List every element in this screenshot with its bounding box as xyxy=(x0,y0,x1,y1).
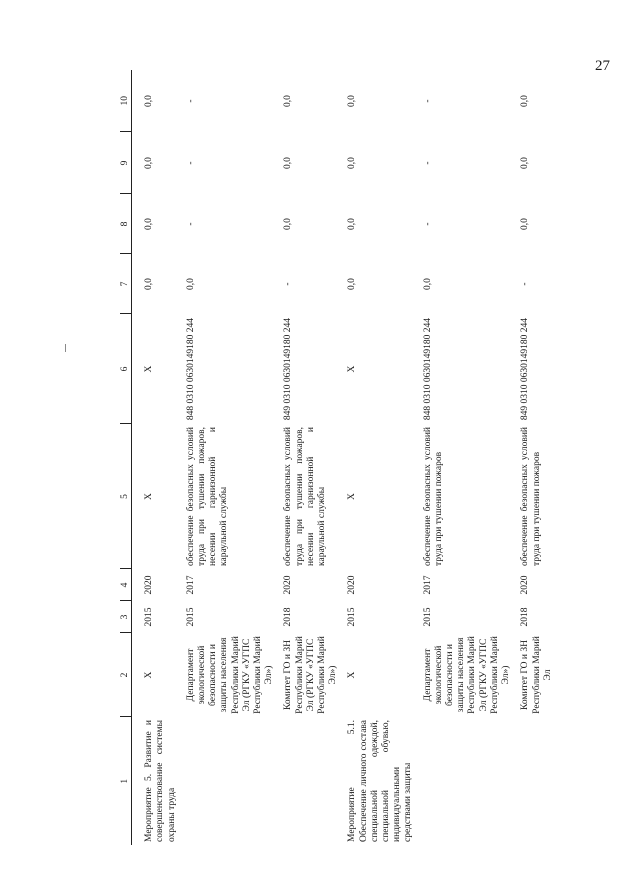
value-col-9: - xyxy=(422,161,433,165)
budget-code: 849 0310 0630149180 244 xyxy=(520,317,531,421)
end-year: 2020 xyxy=(144,575,155,595)
scan-mark xyxy=(65,344,66,352)
value-col-9: 0,0 xyxy=(144,157,155,169)
spacer-row xyxy=(132,70,141,845)
col-header-8: 8 xyxy=(120,194,132,254)
value-col-9: 0,0 xyxy=(283,157,294,169)
executor: Департамент экологической безопасности и защиты населения Республики Марий Эл (РГКУ «УГПС Республики Марий Эл») xyxy=(422,636,512,714)
executor: X xyxy=(347,671,358,679)
value-col-8: - xyxy=(422,222,433,226)
value-col-10: - xyxy=(185,99,196,103)
value-col-8: 0,0 xyxy=(347,218,358,230)
measure-name xyxy=(182,717,280,845)
value-col-10: - xyxy=(422,99,433,103)
measure-name: Мероприятие 5.1. Обеспечение личного состава специальной одеждой, специальной обувью, индивидуальными средствами защиты xyxy=(347,720,414,842)
table-row xyxy=(279,70,343,845)
measure-name xyxy=(516,717,558,845)
value-col-7: 0,0 xyxy=(422,278,433,290)
end-year: 2017 xyxy=(422,575,433,595)
start-year: 2018 xyxy=(283,607,294,627)
end-year: 2020 xyxy=(520,575,531,595)
executor: X xyxy=(144,671,155,679)
program-table-rotated xyxy=(120,70,640,845)
value-col-10: 0,0 xyxy=(283,95,294,107)
value-col-9: 0,0 xyxy=(520,157,531,169)
start-year: 2015 xyxy=(347,607,358,627)
table-row xyxy=(516,70,558,845)
budget-code: X xyxy=(144,365,155,373)
value-col-10: 0,0 xyxy=(347,95,358,107)
col-header-4: 4 xyxy=(120,569,132,601)
program-table xyxy=(120,70,558,845)
expected-result: обеспечение безопасных условий труда при тушении пожаров, несении гарнизонной и караульной службы xyxy=(185,427,230,566)
value-col-9: - xyxy=(185,161,196,165)
start-year: 2015 xyxy=(422,607,433,627)
page-number: 27 xyxy=(595,58,610,74)
col-header-3: 3 xyxy=(120,601,132,633)
col-header-7: 7 xyxy=(120,254,132,314)
value-col-7: 0,0 xyxy=(185,278,196,290)
expected-result: обеспечение безопасных условий труда при тушении пожаров, несении гарнизонной и караульной службы xyxy=(283,427,328,566)
table-row xyxy=(182,70,280,845)
measure-name: Мероприятие 5. Развитие и совершенствование системы охраны труда xyxy=(144,720,177,842)
col-header-2: 2 xyxy=(120,633,132,717)
budget-code: 848 0310 0630149180 244 xyxy=(422,317,433,421)
header-row xyxy=(120,70,132,845)
budget-code: 849 0310 0630149180 244 xyxy=(283,317,294,421)
expected-result: обеспечение безопасных условий труда при тушении пожаров xyxy=(520,427,542,566)
budget-code: X xyxy=(347,365,358,373)
expected-result: обеспечение безопасных условий труда при тушении пожаров xyxy=(422,427,444,566)
end-year: 2020 xyxy=(283,575,294,595)
value-col-8: - xyxy=(185,222,196,226)
executor: Комитет ГО и ЗН Республики Марий Эл (РГКУ «УГПС Республики Марий Эл») xyxy=(283,636,339,714)
start-year: 2015 xyxy=(185,607,196,627)
end-year: 2020 xyxy=(347,575,358,595)
value-col-7: - xyxy=(520,282,531,286)
value-col-8: 0,0 xyxy=(520,218,531,230)
value-col-7: 0,0 xyxy=(347,278,358,290)
measure-name xyxy=(419,717,517,845)
value-col-10: 0,0 xyxy=(520,95,531,107)
value-col-7: 0,0 xyxy=(144,278,155,290)
table-row xyxy=(343,70,418,845)
table-row xyxy=(419,70,517,845)
executor: Комитет ГО и ЗН Республики Марий Эл xyxy=(520,636,553,714)
value-col-8: 0,0 xyxy=(283,218,294,230)
expected-result: X xyxy=(144,493,155,500)
measure-name xyxy=(279,717,343,845)
value-col-7: - xyxy=(283,282,294,286)
col-header-6: 6 xyxy=(120,314,132,424)
executor: Департамент экологической безопасности и защиты населения Республики Марий Эл (РГКУ «УГПС Республики Марий Эл») xyxy=(185,636,275,714)
col-header-9: 9 xyxy=(120,132,132,194)
col-header-10: 10 xyxy=(120,70,132,132)
value-col-9: 0,0 xyxy=(347,157,358,169)
col-header-5: 5 xyxy=(120,424,132,569)
budget-code: 848 0310 0630149180 244 xyxy=(185,317,196,421)
value-col-10: 0,0 xyxy=(144,95,155,107)
start-year: 2018 xyxy=(520,607,531,627)
value-col-8: 0,0 xyxy=(144,218,155,230)
table-row xyxy=(140,70,182,845)
end-year: 2017 xyxy=(185,575,196,595)
expected-result: X xyxy=(347,493,358,500)
start-year: 2015 xyxy=(144,607,155,627)
col-header-1: 1 xyxy=(120,717,132,845)
